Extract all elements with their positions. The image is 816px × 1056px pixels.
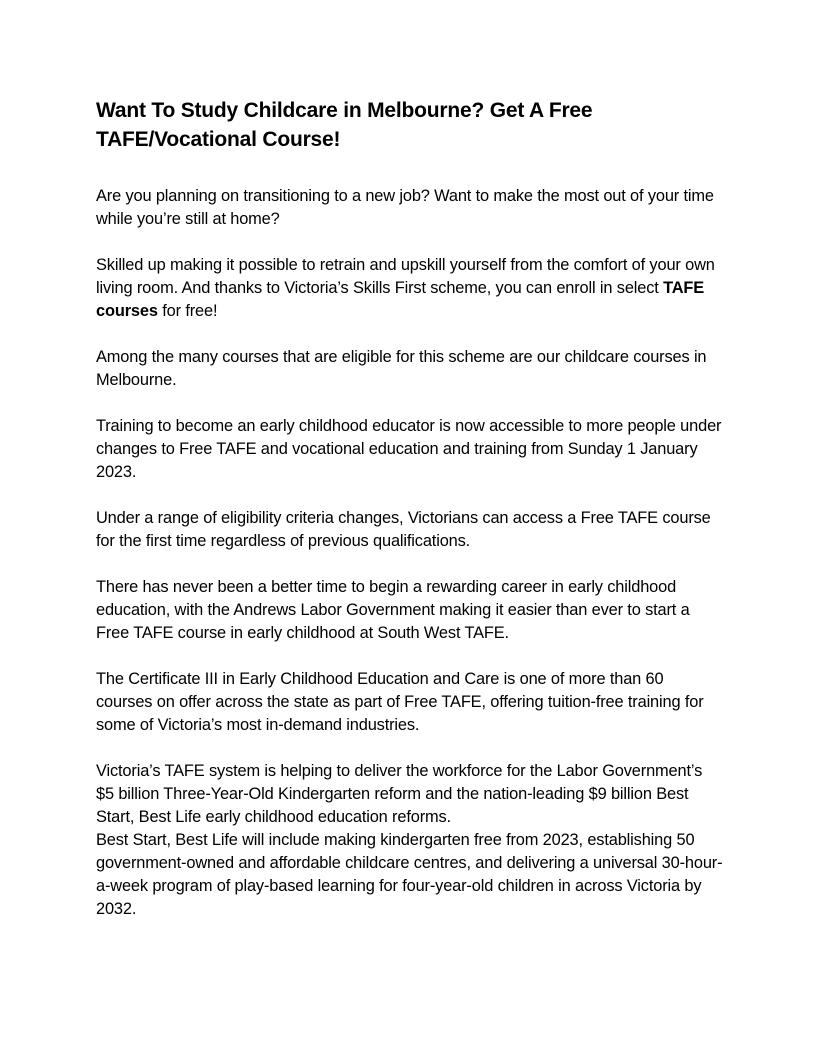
paragraph-intro: Are you planning on transitioning to a new job? Want to make the most out of your time while you’re still at home?	[96, 187, 714, 228]
document-body	[96, 185, 724, 921]
paragraph-rewarding-career: There has never been a better time to begin a rewarding career in early childhood education, with the Andrews Labor Government making it easier than ever to start a Free TAFE course in early childhood at South West TAFE.	[96, 578, 690, 642]
paragraph-skills-first-text-end: for free!	[157, 302, 218, 320]
paragraph-eligible-courses: Among the many courses that are eligible for this scheme are our childcare courses in Melbourne.	[96, 348, 707, 389]
paragraph-workforce-reforms: Victoria’s TAFE system is helping to deliver the workforce for the Labor Government’s $5 billion Three-Year-Old Kindergarten reform and the nation-leading $9 billion Best Start, Best Life early childhood education reforms.	[96, 762, 703, 826]
paragraph-early-childhood-training: Training to become an early childhood educator is now accessible to more people under changes to Free TAFE and vocational education and training from Sunday 1 January 2023.	[96, 417, 722, 481]
document-title: Want To Study Childcare in Melbourne? Get A Free TAFE/Vocational Course!	[96, 99, 593, 151]
paragraph-best-start-best-life: Best Start, Best Life will include making kindergarten free from 2023, establishing 50 government-owned and affordable childcare centres, and delivering a universal 30-hour-a-week program of play-based learning for four-year-old children in across Victoria by 2032.	[96, 831, 723, 918]
paragraph-skills-first	[96, 254, 724, 323]
paragraph-certificate-iii: The Certificate III in Early Childhood Education and Care is one of more than 60 courses on offer across the state as part of Free TAFE, offering tuition-free training for some of Victoria’s most in-demand industries.	[96, 670, 704, 734]
document-page	[96, 96, 724, 921]
paragraph-eligibility-changes: Under a range of eligibility criteria changes, Victorians can access a Free TAFE course for the first time regardless of previous qualifications.	[96, 509, 711, 550]
paragraph-skills-first-text-start: Skilled up making it possible to retrain and upskill yourself from the comfort of your own living room. And thanks to Victoria’s Skills First scheme, you can enroll in select	[96, 256, 715, 297]
tafe-courses-text: TAFE courses	[96, 279, 705, 320]
